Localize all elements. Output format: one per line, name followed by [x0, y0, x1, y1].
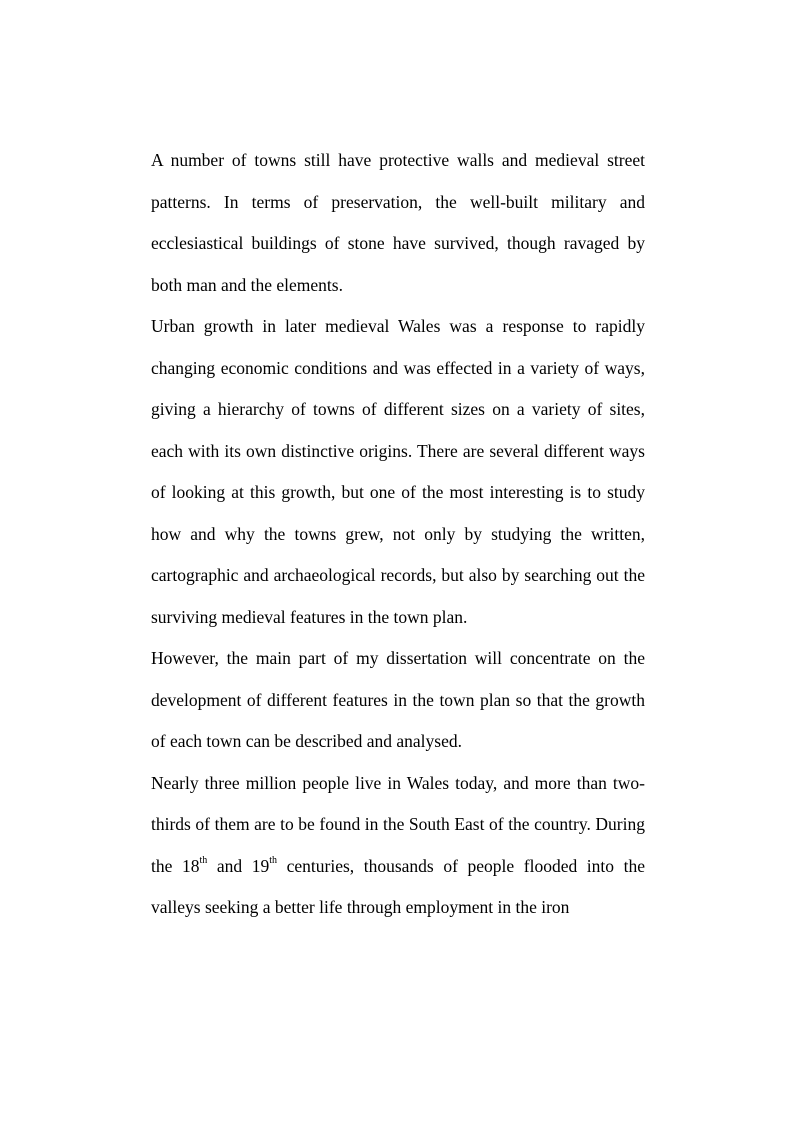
paragraph-urban-growth: Urban growth in later medieval Wales was a response to rapidly changing economic conditions and was effected in a variety of ways, giving a hierarchy of towns of different sizes on a variety of sites, each with its own distinctive origins. There are several different ways of looking at this growth, but one of the most interesting is to study how and why the towns grew, not only by studying the written, cartographic and archaeological records, but also by searching out the surviving medieval features in the town plan. [151, 316, 645, 627]
body-text [151, 140, 645, 929]
population-text-part1: Nearly three million people live in Wales today, and more than two-thirds of them are to be found in the South East of the country. During the 18 [151, 772, 645, 876]
paragraph-towns-walls: A number of towns still have protective walls and medieval street patterns. In terms of preservation, the well-built military and ecclesiastical buildings of stone have survived, though ravaged by both man and the elements. [151, 150, 645, 295]
ordinal-suffix-19th: th [269, 854, 278, 866]
paragraph-dissertation-focus: However, the main part of my dissertation will concentrate on the development of different features in the town plan so that the growth of each town can be described and analysed. [151, 648, 645, 751]
ordinal-suffix-18th: th [199, 854, 208, 866]
paragraph-wales-population [151, 763, 645, 929]
population-text-part3: centuries, thousands of people flooded into the valleys seeking a better life through employment in the iron [151, 855, 645, 917]
population-text-part2: and 19 [207, 855, 270, 876]
